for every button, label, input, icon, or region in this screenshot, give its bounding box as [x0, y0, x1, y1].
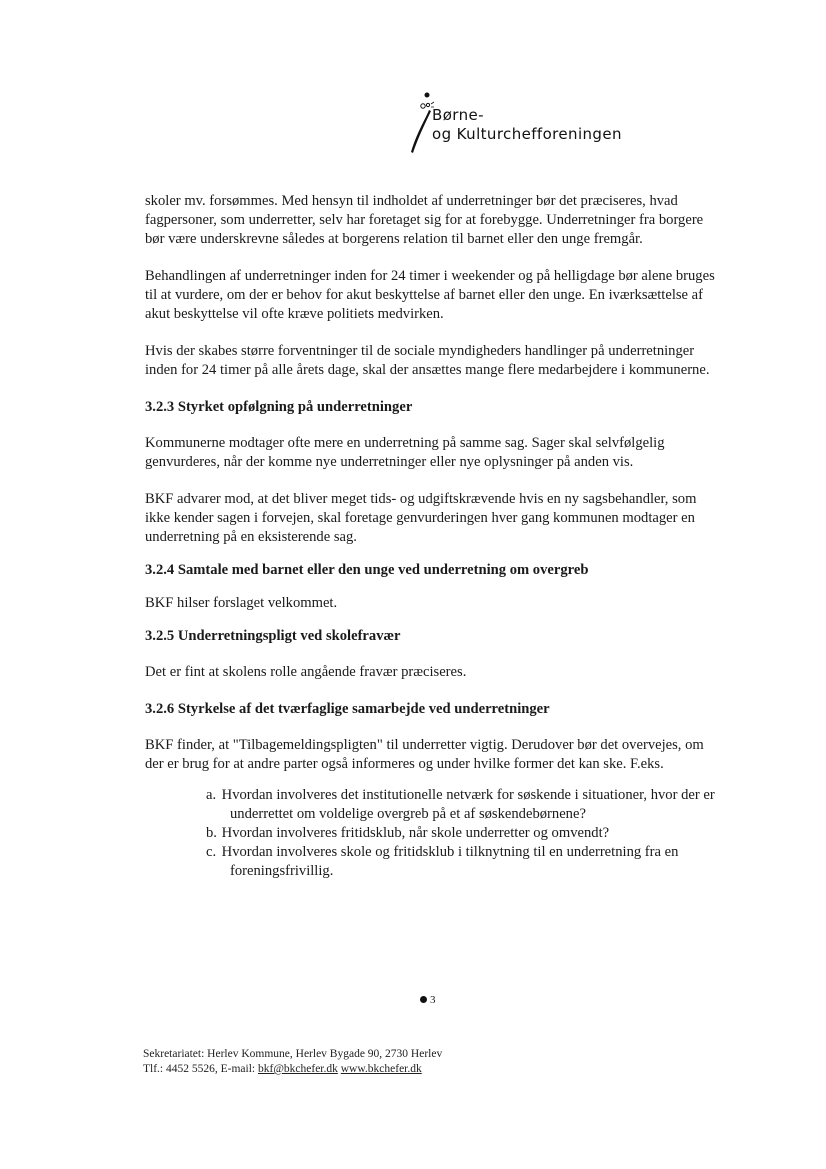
footer — [143, 1047, 442, 1077]
paragraph: BKF advarer mod, at det bliver meget tids- og udgiftskrævende hvis en ny sagsbehandler, som ikke kender sagen i forvejen, skal foretage genvurderingen hver gang kommunen modtager en underretning på en eksisterende sag. — [145, 491, 697, 545]
list-item-text: Hvordan involveres fritidsklub, når skole underretter og omvendt? — [221, 825, 610, 841]
paragraph: Behandlingen af underretninger inden for 24 timer i weekender og på helligdage bør alene bruges til at vurdere, om der er behov for akut beskyttelse af barnet eller den unge. En iværksættelse af akut beskyttelse vil ofte kræve politiets medvirken. — [145, 268, 715, 322]
footer-contact — [143, 1062, 442, 1077]
paragraph: Det er fint at skolens rolle angående fravær præciseres. — [145, 664, 467, 680]
list-item: c. Hvordan involveres skole og fritidsklub i tilknytning til en underretning fra en foreningsfrivillig. — [206, 844, 679, 879]
list-item: b. Hvordan involveres fritidsklub, når skole underretter og omvendt? — [206, 825, 610, 841]
list-item-text: Hvordan involveres skole og fritidsklub i tilknytning til en underretning fra en foreningsfrivillig. — [221, 844, 679, 879]
section-heading-3-2-4: 3.2.4 Samtale med barnet eller den unge ved underretning om overgreb — [145, 562, 589, 578]
paragraph: skoler mv. forsømmes. Med hensyn til indholdet af underretninger bør det præciseres, hvad fagpersoner, som underretter, selv har foretaget sig for at forebygge. Underretninger fra borgere bør være underskrevne således at borgerens relation til barnet eller den unge fremgår. — [145, 193, 704, 247]
paragraph: BKF hilser forslaget velkommet. — [145, 595, 338, 611]
logo — [405, 90, 645, 160]
document-body — [145, 192, 725, 881]
paragraph: BKF finder, at "Tilbagemeldingspligten" til underretter vigtig. Derudover bør det overvejes, om der er brug for at andre parter også informeres og under hvilke former det kan ske. F.eks. — [145, 737, 704, 772]
page-number — [420, 994, 436, 1006]
email-link[interactable]: bkf@bkchefer.dk — [257, 1063, 338, 1075]
list-item: a. Hvordan involveres det institutionelle netværk for søskende i situationer, hvor der er underrettet om voldelige overgreb på et af søskendebørnene? — [206, 787, 715, 822]
bullet-icon — [420, 996, 427, 1003]
section-heading-3-2-3: 3.2.3 Styrket opfølgning på underretninger — [145, 399, 413, 415]
footer-phone: Tlf.: 4452 5526, E-mail: — [143, 1063, 258, 1075]
logo-line-1: Børne- — [432, 106, 484, 124]
paragraph: Kommunerne modtager ofte mere en underretning på samme sag. Sager skal selvfølgelig genvurderes, når der komme nye underretninger eller nye oplysninger på anden vis. — [145, 435, 665, 470]
question-list — [145, 786, 725, 881]
footer-address: Sekretariatet: Herlev Kommune, Herlev Bygade 90, 2730 Herlev — [143, 1048, 443, 1060]
list-item-text: Hvordan involveres det institutionelle netværk for søskende i situationer, hvor der er underrettet om voldelige overgreb på et af søskendebørnene? — [221, 787, 715, 822]
website-link[interactable]: www.bkchefer.dk — [340, 1063, 422, 1075]
logo-line-2: og Kulturchefforeningen — [432, 125, 622, 143]
section-heading-3-2-5: 3.2.5 Underretningspligt ved skolefravær — [145, 628, 401, 644]
page-number-value: 3 — [430, 994, 436, 1006]
flower-figure-icon — [405, 90, 435, 160]
organization-name — [432, 106, 622, 144]
section-heading-3-2-6: 3.2.6 Styrkelse af det tværfaglige samarbejde ved underretninger — [145, 701, 550, 717]
paragraph: Hvis der skabes større forventninger til de sociale myndigheders handlinger på underretninger inden for 24 timer på alle årets dage, skal der ansættes mange flere medarbejdere i kommunerne. — [145, 343, 710, 378]
